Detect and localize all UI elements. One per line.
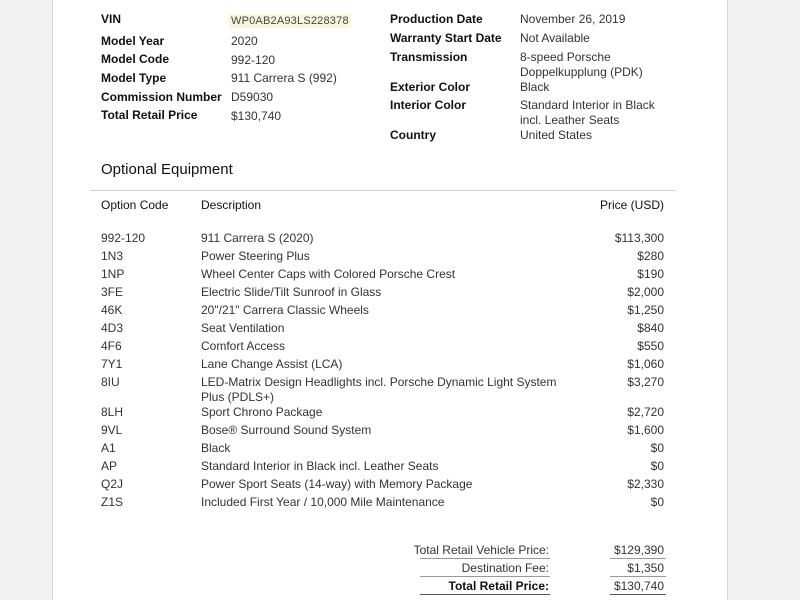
model-type-label: Model Type: [101, 71, 167, 85]
option-description: Standard Interior in Black incl. Leather Seats: [201, 459, 439, 473]
model-code-label: Model Code: [101, 52, 169, 66]
total-price-label: Total Retail Price:: [448, 579, 549, 593]
column-header-code: Option Code: [101, 198, 169, 212]
option-code: Z1S: [101, 495, 124, 509]
option-code: 9VL: [101, 423, 123, 437]
vin-value: WP0AB2A93LS228378: [231, 15, 349, 27]
vin-label: VIN: [101, 12, 122, 26]
interior-color-label: Interior Color: [390, 98, 467, 112]
option-description: Bose® Surround Sound System: [201, 423, 372, 437]
option-code: 8IU: [101, 375, 120, 389]
model-year-value: 2020: [231, 34, 258, 48]
option-description: 911 Carrera S (2020): [201, 231, 314, 245]
option-price: $2,000: [627, 285, 664, 299]
model-year-label: Model Year: [101, 34, 165, 48]
option-description: Power Steering Plus: [201, 249, 310, 263]
option-code: 1N3: [101, 249, 124, 263]
column-header-price: Price (USD): [599, 198, 664, 212]
model-type-value: 911 Carrera S (992): [231, 71, 337, 85]
option-code: 4F6: [101, 339, 122, 353]
vehicle-price-label: Total Retail Vehicle Price:: [413, 543, 549, 557]
option-code: 3FE: [101, 285, 124, 299]
summary-underline: [420, 558, 550, 559]
vehicle-price-value: $129,390: [613, 543, 664, 557]
section-divider: [90, 190, 676, 191]
option-price: $0: [650, 495, 664, 509]
option-code: A1: [101, 441, 116, 455]
warranty-label: Warranty Start Date: [390, 31, 502, 45]
column-header-description: Description: [201, 198, 262, 212]
option-code: AP: [101, 459, 118, 473]
summary-underline: [420, 594, 550, 595]
option-price: $1,060: [627, 357, 664, 371]
option-price: $840: [637, 321, 664, 335]
interior-color-value: Standard Interior in Black incl. Leather Seats: [520, 98, 655, 127]
option-code: 992-120: [101, 231, 146, 245]
option-description: Comfort Access: [201, 339, 286, 353]
summary-underline: [610, 594, 666, 595]
option-price: $113,300: [614, 231, 664, 245]
country-label: Country: [390, 128, 436, 142]
production-date-label: Production Date: [390, 12, 483, 26]
summary-underline: [610, 558, 666, 559]
option-description: Wheel Center Caps with Colored Porsche Crest: [201, 267, 456, 281]
option-code: 8LH: [101, 405, 124, 419]
summary-underline: [420, 576, 550, 577]
option-description: Included First Year / 10,000 Mile Maintenance: [201, 495, 445, 509]
destination-fee-label: Destination Fee:: [461, 561, 549, 575]
option-description: Electric Slide/Tilt Sunroof in Glass: [201, 285, 382, 299]
option-price: $1,600: [627, 423, 664, 437]
option-price: $0: [650, 441, 664, 455]
option-price: $2,720: [627, 405, 664, 419]
warranty-value: Not Available: [520, 31, 590, 45]
commission-label: Commission Number: [101, 90, 222, 104]
option-description: Seat Ventilation: [201, 321, 285, 335]
option-code: Q2J: [101, 477, 124, 491]
total-price-value: $130,740: [613, 579, 664, 593]
option-price: $2,330: [627, 477, 664, 491]
option-description: Black: [201, 441, 231, 455]
destination-fee-value: $1,350: [627, 561, 664, 575]
option-price: $280: [637, 249, 664, 263]
retail-price-value: $130,740: [231, 109, 282, 123]
exterior-color-label: Exterior Color: [390, 80, 471, 94]
option-code: 1NP: [101, 267, 125, 281]
option-description: 20"/21" Carrera Classic Wheels: [201, 303, 369, 317]
production-date-value: November 26, 2019: [520, 12, 626, 26]
option-price: $190: [637, 267, 664, 281]
transmission-label: Transmission: [390, 50, 468, 64]
option-description: Power Sport Seats (14-way) with Memory Package: [201, 477, 473, 491]
option-code: 46K: [101, 303, 123, 317]
section-title: Optional Equipment: [101, 161, 233, 178]
model-code-value: 992-120: [231, 53, 276, 67]
option-description: LED-Matrix Design Headlights incl. Porsche Dynamic Light System Plus (PDLS+): [201, 375, 557, 404]
option-price: $0: [650, 459, 664, 473]
option-description: Lane Change Assist (LCA): [201, 357, 343, 371]
exterior-color-value: Black: [520, 80, 550, 94]
transmission-value: 8-speed Porsche Doppelkupplung (PDK): [520, 50, 643, 79]
option-price: $1,250: [627, 303, 664, 317]
summary-underline: [610, 576, 666, 577]
commission-value: D59030: [231, 90, 274, 104]
retail-price-label: Total Retail Price: [101, 108, 198, 122]
option-price: $550: [637, 339, 664, 353]
country-value: United States: [520, 128, 593, 142]
option-code: 4D3: [101, 321, 124, 335]
option-price: $3,270: [627, 375, 664, 389]
option-description: Sport Chrono Package: [201, 405, 323, 419]
option-code: 7Y1: [101, 357, 123, 371]
